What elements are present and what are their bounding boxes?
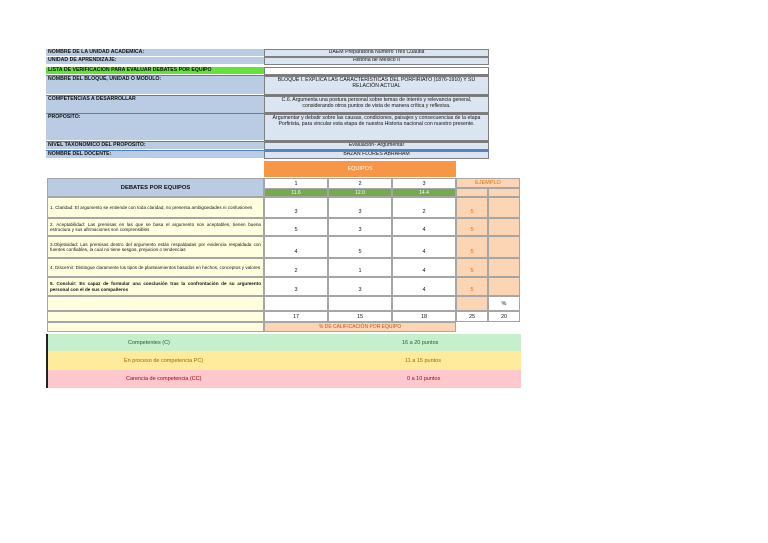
total-cell: 18 — [392, 311, 456, 322]
score-cell: 3 — [328, 277, 392, 296]
totals-row-label — [47, 311, 264, 322]
percent-caption: % DE CALIFICACIÓN POR EQUIPO — [264, 322, 456, 332]
example-score: 5 — [456, 236, 488, 258]
example-score: 5 — [456, 277, 488, 296]
team-number-2: 2 — [328, 178, 392, 188]
legend-name: Carencia de competencia (CC) — [126, 376, 202, 382]
example-blank — [488, 258, 520, 277]
label-lista-verificacion: LISTA DE VERIFICACIÓN PARA EVALUAR DEBATES POR EQUIPO — [46, 67, 264, 74]
legend-range: 16 a 20 puntos — [402, 339, 439, 346]
score-cell: 2 — [264, 258, 328, 277]
example-score: 5 — [456, 218, 488, 236]
legend-carencia — [46, 370, 521, 388]
score-cell: 5 — [264, 218, 328, 236]
team-number-3: 3 — [392, 178, 456, 188]
value-proposito: Argumentar y debatir sobre las causas, condiciones, paisajes y consecuencias de la etapa Porfirista, para vincular esta etapa de nuestra Historia nacional con nuestro presente. — [264, 114, 489, 141]
label-proposito: PROPÓSITO: — [46, 114, 264, 140]
value-unidad-aprendizaje: Historia de México II — [264, 57, 489, 65]
table-title: DEBATES POR EQUIPOS — [47, 178, 264, 197]
label-unidad-aprendizaje: UNIDAD DE APRENDIZAJE: — [46, 57, 264, 64]
score-cell: 4 — [392, 236, 456, 258]
score-cell: 3 — [328, 218, 392, 236]
label-competencias: COMPETENCIAS A DESARROLLAR — [46, 96, 264, 113]
example-score: 5 — [456, 197, 488, 218]
legend-range: 11 a 15 puntos — [405, 357, 441, 364]
score-cell: 2 — [392, 197, 456, 218]
label-docente: NOMBRE DEL DOCENTE: — [46, 151, 264, 158]
score-cell: 3 — [328, 197, 392, 218]
score-cell: 4 — [264, 236, 328, 258]
criterion-claridad: 1. Claridad: El argumento se entiende con toda claridad, no presenta ambigüedades ni confusiones — [47, 197, 264, 218]
criterion-objetividad: 3.Objetividad: Las premisas dentro del argumento están respaldadas por evidencia respaldada con fuentes confiables, la cual no tiene sesgos, prejuicios o tendencias — [47, 236, 264, 258]
criterion-aceptabilidad: 2. Aceptabilidad: Las premisas en las que se basa el argumento son aceptables, tienen buena estructura y sus afirmaciones son comprensibles — [47, 218, 264, 236]
value-bloque: BLOQUE I. EXPLICA LAS CARACTERÍSTICAS DEL PORFIRIATO (1876-1910) Y SU RELACIÓN ACTUAL — [264, 76, 489, 95]
value-nivel-taxonomico: Evaluación- Argumentar — [264, 142, 489, 150]
value-competencias: C.6. Argumenta una postura personal sobre temas de interés y relevancia general, considerando otros puntos de vista de manera crítica y reflexiva. — [264, 96, 489, 113]
score-cell: 4 — [392, 218, 456, 236]
example-blank — [488, 197, 520, 218]
blank-cell — [328, 296, 392, 311]
score-cell: 4 — [392, 258, 456, 277]
legend-en-proceso — [46, 351, 521, 370]
value-docente: BAZÁN FLORES ABRAHAM — [264, 151, 489, 159]
score-cell: 1 — [328, 258, 392, 277]
ejemplo-header-fill — [456, 188, 488, 197]
percent-symbol: % — [488, 296, 520, 311]
equipos-header: EQUIPOS — [264, 161, 456, 177]
team-grade-2: 12.0 — [328, 188, 392, 197]
score-cell: 3 — [264, 197, 328, 218]
team-grade-1: 11.6 — [264, 188, 328, 197]
value-unidad-academica: UAEM Preparatoria Número Tres Cuautla — [264, 49, 489, 57]
score-cell: 5 — [328, 236, 392, 258]
example-blank — [488, 277, 520, 296]
team-grade-3: 14.4 — [392, 188, 456, 197]
example-blank — [488, 218, 520, 236]
caption-row-label — [47, 322, 264, 332]
total-cell: 15 — [328, 311, 392, 322]
legend-range: 0 a 10 puntos — [407, 376, 441, 382]
example-score: 5 — [456, 258, 488, 277]
ejemplo-header-fill — [488, 188, 520, 197]
blank-row — [47, 296, 264, 311]
blank-cell — [392, 296, 456, 311]
label-unidad-academica: NOMBRE DE LA UNIDAD ACADÉMICA: — [46, 49, 264, 56]
blank-cell — [456, 296, 488, 311]
legend-competentes — [46, 334, 521, 351]
score-cell: 4 — [392, 277, 456, 296]
total-cell: 17 — [264, 311, 328, 322]
label-nivel-taxonomico: NIVEL TAXONÓMICO DEL PROPÓSITO: — [46, 142, 264, 149]
example-blank — [488, 236, 520, 258]
legend-name: En proceso de competencia PC) — [124, 357, 204, 364]
example-total: 25 — [456, 311, 488, 322]
value-lista-verificacion — [264, 67, 489, 75]
legend-name: Competentes (C) — [128, 339, 170, 346]
score-cell: 3 — [264, 277, 328, 296]
example-percent: 20 — [488, 311, 520, 322]
team-number-1: 1 — [264, 178, 328, 188]
criterion-concluir: 5. Concluir: Es capaz de formular una conclusión tras la confrontación de su argumento personal con el de sus compañeros — [47, 277, 264, 296]
label-bloque: NOMBRE DEL BLOQUE, UNIDAD O MÓDULO: — [46, 76, 264, 94]
ejemplo-header: EJEMPLO — [456, 178, 520, 188]
criterion-discernir: 4. Discernir: Distingue claramente los tipos de planteamientos basados en hechos, conceptos y valores — [47, 258, 264, 277]
blank-cell — [264, 296, 328, 311]
